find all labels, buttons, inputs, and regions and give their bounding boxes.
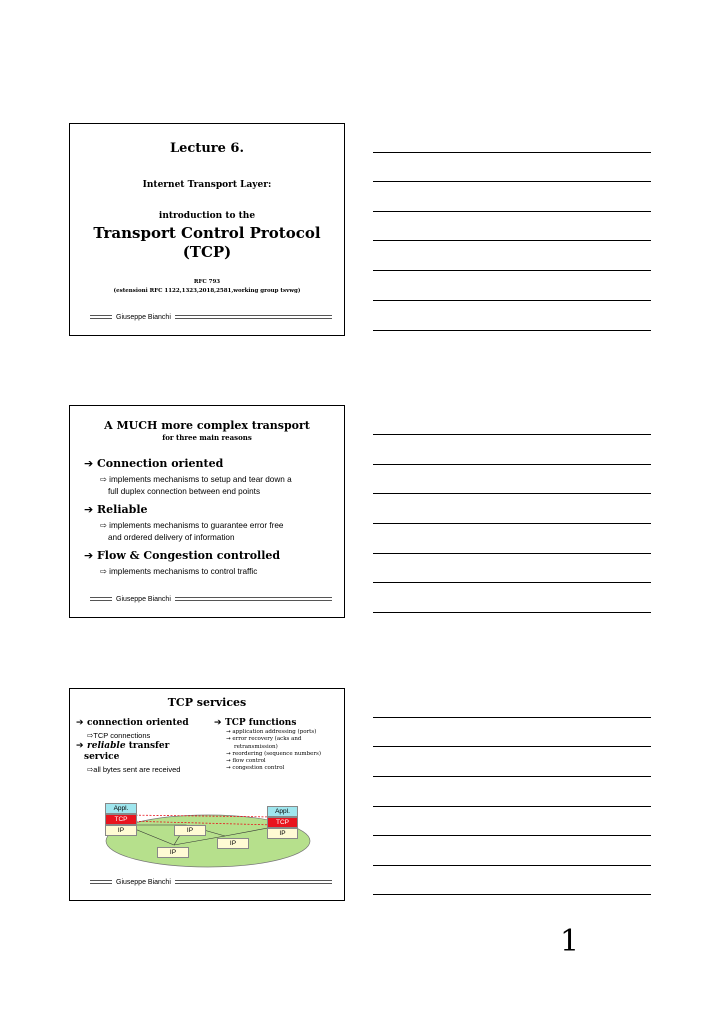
note-line	[373, 894, 651, 895]
arrow-icon: →	[226, 736, 231, 743]
footer-rule	[175, 597, 332, 601]
slide1-main-title-line1: Transport Control Protocol	[93, 224, 321, 242]
appl-box-right: Appl.	[267, 806, 298, 817]
slide-lecture-title	[69, 123, 345, 336]
note-line	[373, 612, 651, 613]
hollow-arrow-icon: ⇨	[87, 731, 94, 740]
arrow-icon: →	[226, 758, 231, 765]
function-item: → error recovery (acks and retransmission)	[226, 736, 302, 750]
bullet-detail: ⇨ implements mechanisms to setup and tear down a full duplex connection between end points	[100, 474, 292, 496]
note-line	[373, 240, 651, 241]
function-item: → flow control	[226, 758, 266, 765]
note-line	[373, 181, 651, 182]
slide1-rfc	[70, 278, 344, 296]
footer-author: Giuseppe Bianchi	[116, 595, 171, 603]
note-line	[373, 776, 651, 777]
hollow-arrow-icon: ⇨	[87, 765, 94, 774]
slide-footer	[90, 593, 332, 605]
slide-complex-transport	[69, 405, 345, 618]
service-item: ➔ reliable transfer service	[76, 741, 170, 762]
hollow-arrow-icon: ⇨	[100, 566, 107, 576]
note-line	[373, 553, 651, 554]
slide2-subtitle: for three main reasons	[162, 433, 252, 442]
hollow-arrow-icon: ⇨	[100, 474, 107, 484]
note-line	[373, 464, 651, 465]
function-item: → congestion control	[226, 765, 285, 772]
note-line	[373, 493, 651, 494]
hollow-arrow-icon: ⇨	[100, 520, 107, 530]
functions-items	[226, 729, 344, 773]
slide2-title: A MUCH more complex transport	[104, 419, 310, 432]
footer-rule	[175, 315, 332, 319]
slide1-main-title	[70, 224, 344, 262]
note-line	[373, 300, 651, 301]
bullet-heading: ➔ Flow & Congestion controlled	[84, 549, 281, 562]
note-line	[373, 582, 651, 583]
note-line	[373, 806, 651, 807]
service-item: ➔ connection oriented	[76, 718, 189, 728]
tcp-box-left: TCP	[105, 814, 137, 825]
arrow-right-icon: ➔	[84, 549, 94, 562]
note-line	[373, 746, 651, 747]
arrow-icon: →	[226, 765, 231, 772]
note-line	[373, 211, 651, 212]
service-detail: ⇨all bytes sent are received	[87, 765, 181, 774]
slide2-bullet-list	[84, 457, 334, 578]
arrow-right-icon: ➔	[84, 457, 94, 470]
footer-rule	[175, 880, 332, 884]
arrow-right-icon: ➔	[76, 718, 84, 728]
ip-box-left: IP	[105, 825, 137, 836]
slide-footer	[90, 876, 332, 888]
ip-box-right: IP	[267, 828, 298, 839]
functions-heading: ➔ TCP functions	[214, 718, 297, 728]
slide1-subtitle-1: Internet Transport Layer:	[142, 180, 272, 190]
slide-footer	[90, 311, 332, 323]
note-line	[373, 523, 651, 524]
note-line	[373, 270, 651, 271]
slide1-title: Lecture 6.	[169, 141, 244, 156]
slide3-title: TCP services	[167, 696, 247, 709]
ip-router: IP	[217, 838, 249, 849]
slide1-rfc-line1: RFC 793	[193, 279, 221, 285]
bullet-detail: ⇨ implements mechanisms to control traffic	[100, 566, 258, 576]
note-line	[373, 717, 651, 718]
note-line	[373, 330, 651, 331]
note-line	[373, 152, 651, 153]
footer-rule	[90, 315, 112, 319]
service-detail: ⇨TCP connections	[87, 731, 151, 740]
tcp-box-right: TCP	[267, 817, 298, 828]
footer-author: Giuseppe Bianchi	[116, 878, 171, 886]
bullet-detail: ⇨ implements mechanisms to guarantee error free and ordered delivery of information	[100, 520, 284, 542]
ip-router: IP	[174, 825, 206, 836]
function-item: → reordering (sequence numbers)	[226, 750, 321, 757]
arrow-right-icon: ➔	[76, 741, 84, 751]
footer-rule	[90, 880, 112, 884]
arrow-icon: →	[226, 729, 231, 735]
tcp-services-list	[76, 718, 216, 775]
arrow-right-icon: ➔	[214, 718, 222, 728]
note-line	[373, 434, 651, 435]
note-line	[373, 835, 651, 836]
arrow-icon: →	[226, 750, 231, 757]
page-number: 1	[560, 924, 580, 959]
slide1-subtitle-2: introduction to the	[158, 211, 256, 221]
bullet-heading: ➔ Connection oriented	[84, 457, 224, 470]
slide1-main-title-line2: (TCP)	[182, 243, 232, 261]
function-item: → application addressing (ports)	[226, 729, 317, 735]
note-line	[373, 865, 651, 866]
slide-tcp-services	[69, 688, 345, 901]
slide1-rfc-line2: (estensioni RFC 1122,1323,2018,2581,working group tsvwg)	[113, 288, 301, 294]
network-diagram	[70, 801, 344, 871]
footer-rule	[90, 597, 112, 601]
arrow-right-icon: ➔	[84, 503, 94, 516]
ip-router: IP	[157, 847, 189, 858]
footer-author: Giuseppe Bianchi	[116, 313, 171, 321]
tcp-functions-list	[214, 718, 344, 773]
bullet-heading: ➔ Reliable	[84, 503, 148, 516]
appl-box-left: Appl.	[105, 803, 137, 814]
